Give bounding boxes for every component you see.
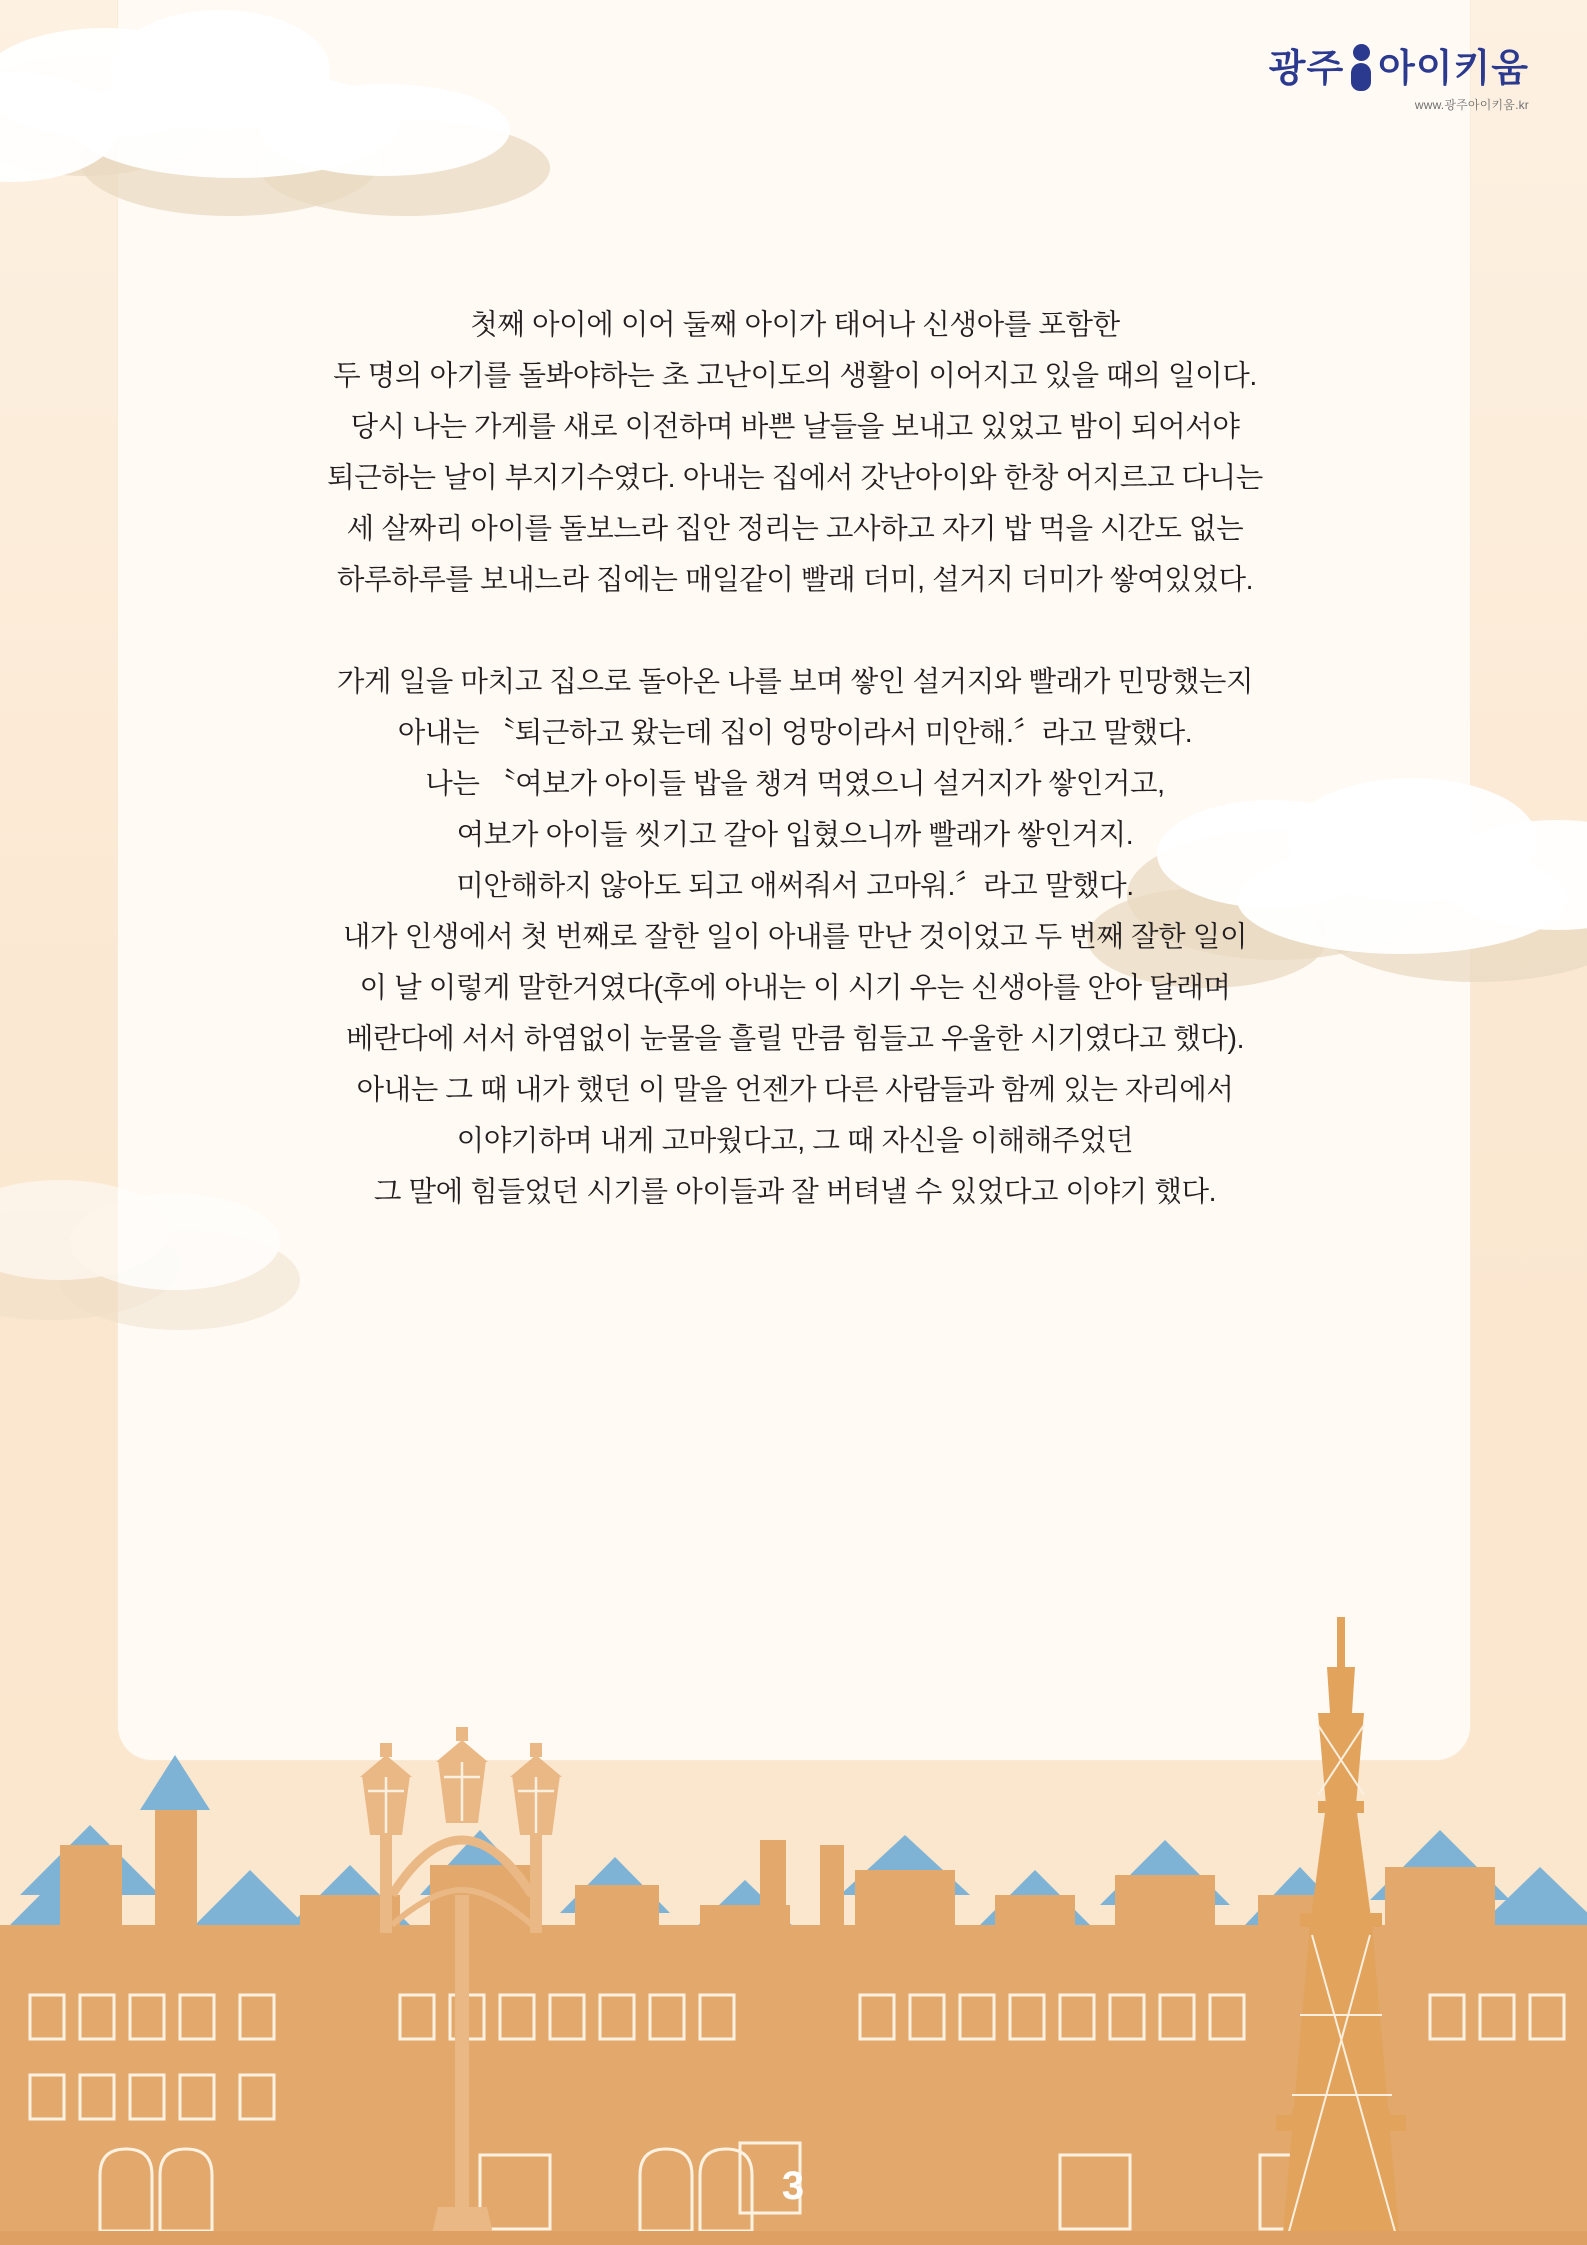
text-line: 아내는 〝퇴근하고 왔는데 집이 엉망이라서 미안해.〞라고 말했다.	[397, 717, 1193, 749]
text-line: 이야기하며 내게 고마웠다고, 그 때 자신을 이해해주었던	[456, 1125, 1134, 1157]
text-line: 베란다에 서서 하염없이 눈물을 흘릴 만큼 힘들고 우울한 시기였다고 했다).	[345, 1023, 1245, 1055]
brand-name-part2: 아이키움	[1378, 48, 1529, 90]
text-line: 여보가 아이들 씻기고 갈아 입혔으니까 빨래가 쌓인거지.	[456, 819, 1134, 851]
paragraph-1	[190, 300, 1400, 606]
paragraph-2	[190, 657, 1400, 1218]
page-number: 3	[781, 2164, 806, 2208]
text-line: 두 명의 아기를 돌봐야하는 초 고난이도의 생활이 이어지고 있을 때의 일이다.	[333, 360, 1257, 392]
person-icon	[1346, 44, 1376, 90]
text-line: 가게 일을 마치고 집으로 돌아온 나를 보며 쌓인 설거지와 빨래가 민망했는지	[336, 666, 1254, 698]
ground-layer	[0, 2231, 1587, 2245]
text-line: 미안해하지 않아도 되고 애써줘서 고마워.〞라고 말했다.	[456, 870, 1134, 902]
cloud-cluster-top-left	[0, 10, 620, 240]
brand-logo-text	[1229, 44, 1529, 90]
text-line: 아내는 그 때 내가 했던 이 말을 언젠가 다른 사람들과 함께 있는 자리에서	[356, 1074, 1234, 1106]
text-line: 하루하루를 보내느라 집에는 매일같이 빨래 더미, 설거지 더미가 쌓여있었다.	[336, 564, 1254, 596]
text-line: 이 날 이렇게 말한거였다(후에 아내는 이 시기 우는 신생아를 안아 달래며	[359, 972, 1231, 1004]
brand-name-part1: 광주	[1268, 48, 1345, 90]
text-line: 당시 나는 가게를 새로 이전하며 바쁜 날들을 보내고 있었고 밤이 되어서야	[350, 411, 1240, 443]
text-line: 퇴근하는 날이 부지기수였다. 아내는 집에서 갓난아이와 한창 어지르고 다니는	[327, 462, 1263, 494]
text-line: 세 살짜리 아이를 돌보느라 집안 정리는 고사하고 자기 밥 먹을 시간도 없는	[346, 513, 1244, 545]
text-line: 나는 〝여보가 아이들 밥을 챙겨 먹였으니 설거지가 쌓인거고,	[425, 768, 1165, 800]
text-line: 내가 인생에서 첫 번째로 잘한 일이 아내를 만난 것이었고 두 번째 잘한 일이	[342, 921, 1248, 953]
text-line: 첫째 아이에 이어 둘째 아이가 태어나 신생아를 포함한	[470, 309, 1120, 341]
brand-logo	[1229, 44, 1529, 140]
brand-url: www.광주아이키움.kr	[1414, 98, 1529, 112]
paris-skyline-illustration	[0, 1595, 1587, 2245]
text-line: 그 말에 힘들었던 시기를 아이들과 잘 버텨낼 수 있었다고 이야기 했다.	[373, 1176, 1217, 1208]
story-body	[190, 300, 1400, 1218]
